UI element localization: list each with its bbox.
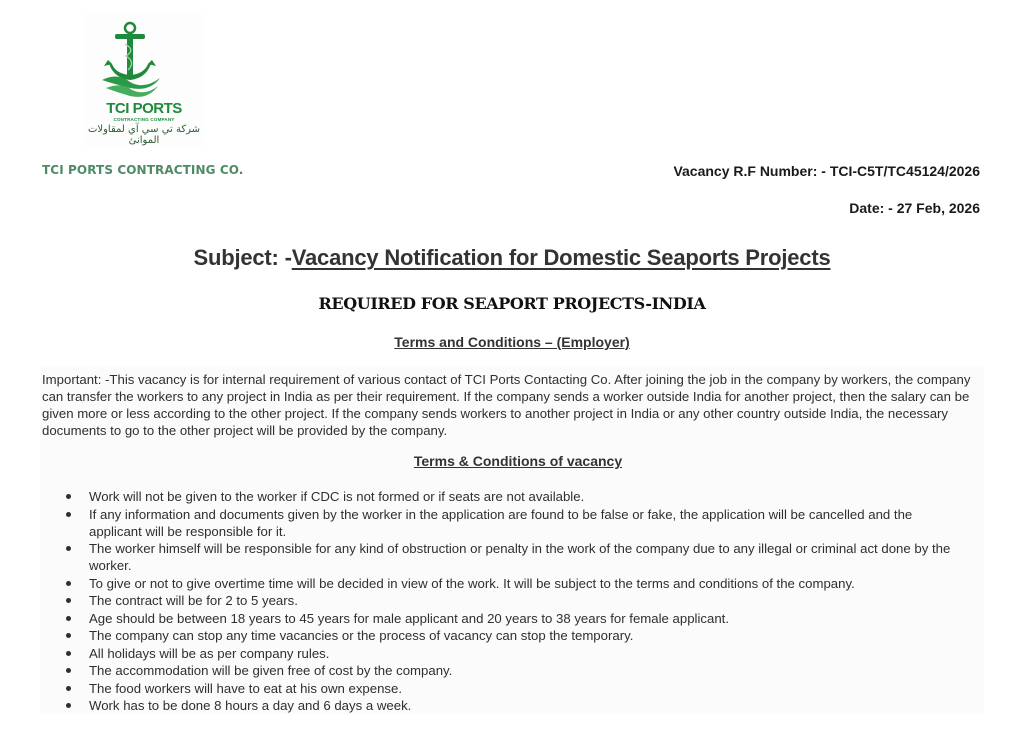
bullet-icon — [66, 686, 71, 691]
list-item: The worker himself will be responsible for any kind of obstruction or penalty in the work of the company due to any illegal or criminal act done by the worker. — [64, 540, 964, 574]
bullet-icon — [66, 581, 71, 586]
bullet-icon — [66, 546, 71, 551]
vacancy-terms-list — [64, 488, 964, 715]
list-item: Age should be between 18 years to 45 years for male applicant and 20 years to 38 years for female applicant. — [64, 610, 964, 627]
subject-title: Vacancy Notification for Domestic Seaports Projects — [291, 245, 831, 270]
subject-prefix: Subject: - — [193, 245, 292, 270]
list-item: To give or not to give overtime time will be decided in view of the work. It will be subject to the terms and conditions of the company. — [64, 575, 964, 592]
list-item: The contract will be for 2 to 5 years. — [64, 592, 964, 609]
employer-terms-heading-text: Terms and Conditions – (Employer) — [394, 334, 630, 350]
subject-heading — [0, 245, 1024, 271]
company-logo — [84, 14, 204, 146]
vacancy-terms-heading-text: Terms & Conditions of vacancy — [413, 453, 623, 469]
list-item: The food workers will have to eat at his own expense. — [64, 680, 964, 697]
list-item: Work has to be done 8 hours a day and 6 days a week. — [64, 697, 964, 714]
bullet-icon — [66, 598, 71, 603]
bullet-icon — [66, 616, 71, 621]
bullet-icon — [66, 494, 71, 499]
important-notice: Important: -This vacancy is for internal requirement of various contact of TCI Ports Contacting Co. After joining the job in the company by workers, the company can transfer the workers to any project in India as per their requirement. If the company sends a worker outside India for another project, then the salary can be given more or less according to the other project. If the company sends workers to another project in India or any other country outside India, the necessary documents to go to the other project will be provided by the company. — [42, 372, 971, 438]
logo-arabic-text: شركة تي سي آي لمقاولات الموانئ — [87, 124, 201, 146]
list-item: The accommodation will be given free of cost by the company. — [64, 662, 964, 679]
list-item: If any information and documents given by the worker in the application are found to be false or fake, the application will be cancelled and the applicant will be responsible for it. — [64, 506, 964, 540]
list-item: All holidays will be as per company rules. — [64, 645, 964, 662]
list-item: Work will not be given to the worker if CDC is not formed or if seats are not available. — [64, 488, 964, 505]
logo-title: TCI PORTS — [106, 100, 182, 117]
required-heading: REQUIRED FOR SEAPORT PROJECTS-INDIA — [318, 294, 706, 313]
anchor-icon — [84, 14, 204, 104]
bullet-icon — [66, 703, 71, 708]
bullet-icon — [66, 633, 71, 638]
bullet-icon — [66, 668, 71, 673]
logo-subtitle: CONTRACTING COMPANY — [113, 117, 175, 122]
document-date: Date: - 27 Feb, 2026 — [849, 200, 980, 216]
vacancy-terms-heading — [0, 453, 1024, 469]
list-item: The company can stop any time vacancies or the process of vacancy can stop the temporary. — [64, 627, 964, 644]
vacancy-reference-number: Vacancy R.F Number: - TCI-C5T/TC45124/2026 — [673, 163, 980, 179]
bullet-icon — [66, 651, 71, 656]
employer-terms-heading — [0, 334, 1024, 350]
bullet-icon — [66, 512, 71, 517]
company-name: TCI PORTS CONTRACTING CO. — [42, 163, 244, 177]
